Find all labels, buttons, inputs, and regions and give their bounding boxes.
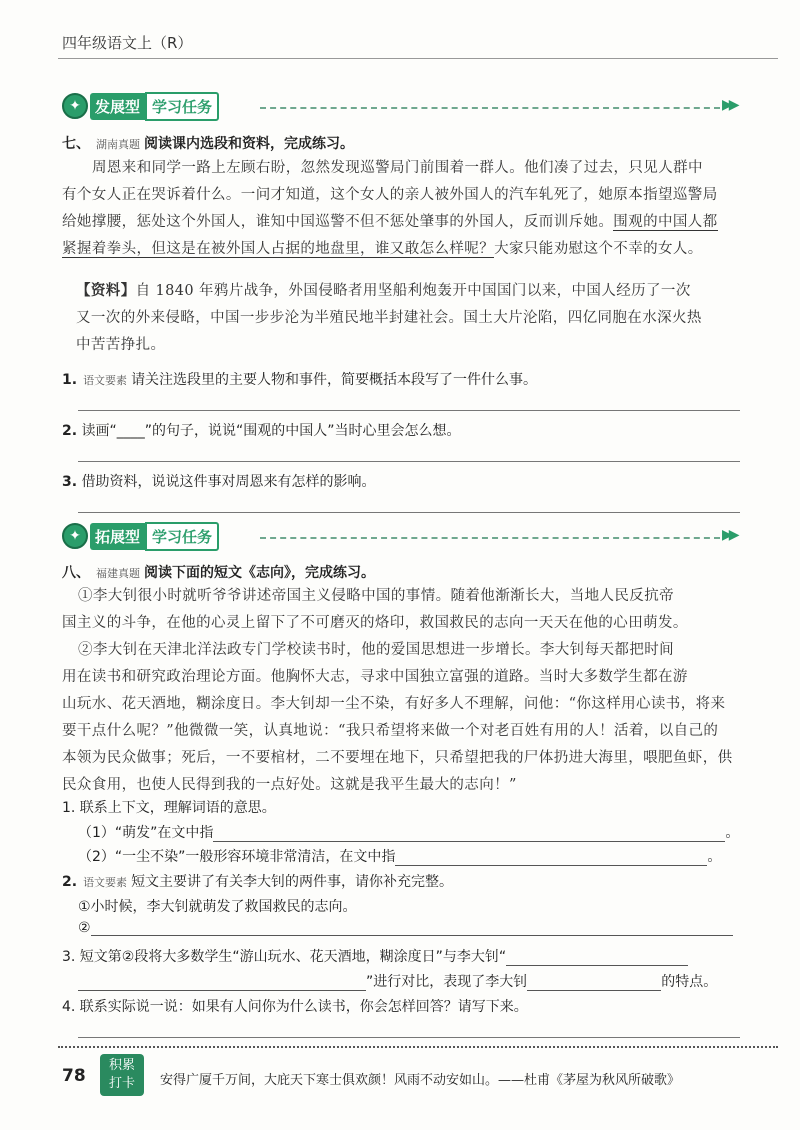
header-divider — [58, 58, 778, 59]
answer-line[interactable] — [78, 1037, 740, 1038]
question-7-heading — [62, 133, 354, 153]
fill-blank[interactable] — [213, 827, 725, 842]
passage-line: 周恩来和同学一路上左顾右盼，忽然发现巡警局门前围着一群人。他们凑了过去，只见人群中 — [92, 160, 703, 176]
question-8-3-cont: ”进行对比，表现了李大钊 的特点。 — [78, 971, 717, 991]
question-8-2-a: ①小时候，李大钊就萌发了救国救民的志向。 — [78, 899, 357, 915]
question-7-3: 3. 借助资料，说说这件事对周恩来有怎样的影响。 — [62, 474, 376, 490]
question-8-2-b: ② — [78, 920, 733, 936]
fill-blank[interactable] — [395, 851, 707, 866]
passage-line: 紧握着拳头，但这是在被外国人占据的地盘里，谁又敢怎么样呢？大家只能劝慰这个不幸的女人。 — [62, 241, 703, 257]
fill-blank[interactable] — [506, 951, 688, 966]
passage-zhou-enlai — [62, 155, 752, 263]
question-8-3: 3. 短文第②段将大多数学生“游山玩水、花天酒地，糊涂度日”与李大钊“ — [62, 946, 688, 966]
question-instruction: 阅读下面的短文《志向》，完成练习。 — [144, 565, 375, 581]
passage-line: ①李大钊很小时就听爷爷讲述帝国主义侵略中国的事情。随着他渐渐长大，当地人民反抗帝 — [78, 588, 674, 604]
passage-line: 用在读书和研究政治理论方面。他胸怀大志，寻求中国独立富强的道路。当时大多数学生都在游 — [62, 669, 688, 685]
accumulate-stamp: 积累 打卡 — [100, 1054, 144, 1096]
double-arrow-icon: ▶▶ — [722, 97, 736, 113]
lightbulb-icon: ✦ — [62, 93, 88, 119]
footer-divider — [58, 1046, 778, 1048]
passage-line: 国主义的斗争，在他的心灵上留下了不可磨灭的烙印，救国救民的志向一天天在他的心田萌发。 — [62, 615, 688, 631]
lightbulb-icon: ✦ — [62, 523, 88, 549]
answer-line[interactable] — [78, 410, 740, 411]
material-line: 自 1840 年鸦片战争，外国侵略者用坚船利炮轰开中国国门以来，中国人经历了一次 — [135, 283, 691, 299]
section-badge-development — [62, 93, 219, 119]
underlined-sentence: 围观的中国人都 — [613, 214, 718, 230]
question-number: 八、 — [62, 565, 90, 581]
question-7-1: 1. 语文要素 请关注选段里的主要人物和事件，简要概括本段写了一件什么事。 — [62, 372, 538, 388]
material-label: 【资料】 — [76, 282, 136, 299]
question-8-1: 1. 联系上下文，理解词语的意思。 — [62, 800, 276, 816]
section-badge-extension — [62, 523, 219, 549]
question-8-2: 2. 语文要素 短文主要讲了有关李大钊的两件事，请你补充完整。 — [62, 874, 454, 890]
passage-line: 本领为民众做事；死后，一不要棺材，二不要埋在地下，只希望把我的尸体扔进大海里，喂肥鱼虾，供 — [62, 750, 733, 766]
question-instruction: 阅读课内选段和资料，完成练习。 — [144, 136, 354, 152]
footer-quote: 安得广厦千万间，大庇天下寒士俱欢颜！风雨不动安如山。——杜甫《茅屋为秋风所破歌》 — [160, 1073, 681, 1088]
passage-line: 给她撑腰，惩处这个外国人，谁知中国巡警不但不惩处肇事的外国人，反而训斥她。围观的中国人都 — [62, 214, 718, 230]
passage-line: 要干点什么呢？”他微微一笑，认真地说：“我只希望将来做一个对老百姓有用的人！活着，以自己的 — [62, 723, 719, 739]
passage-line: ②李大钊在天津北洋法政专门学校读书时，他的爱国思想进一步增长。李大钊每天都把时间 — [78, 642, 674, 658]
fill-blank[interactable] — [78, 976, 366, 991]
section-divider — [260, 537, 720, 539]
source-tag: 湖南真题 — [96, 138, 140, 151]
passage-line: 有个女人正在哭诉着什么。一问才知道，这个女人的亲人被外国人的汽车轧死了，她原本指望巡警局 — [62, 187, 718, 203]
underlined-sentence: 紧握着拳头，但这是在被外国人占据的地盘里，谁又敢怎么样呢？ — [62, 241, 495, 257]
badge-task-label: 学习任务 — [145, 522, 219, 551]
answer-line[interactable] — [78, 461, 740, 462]
question-8-1-a: （1）“萌发”在文中指 。 — [78, 825, 740, 841]
badge-type-label: 发展型 — [90, 93, 145, 120]
fill-blank[interactable] — [527, 976, 661, 991]
source-tag: 福建真题 — [96, 567, 140, 580]
question-number: 七、 — [62, 136, 90, 152]
double-arrow-icon: ▶▶ — [722, 527, 736, 543]
question-8-1-b: （2）“一尘不染”一般形容环境非常清洁，在文中指 。 — [78, 849, 722, 865]
material-block — [62, 277, 752, 359]
passage-zhixiang — [62, 583, 752, 799]
section-divider — [260, 107, 720, 109]
question-8-4: 4. 联系实际说一说：如果有人问你为什么读书，你会怎样回答？请写下来。 — [62, 999, 528, 1015]
question-8-heading — [62, 562, 375, 582]
question-7-2: 2. 读画“____”的句子，说说“围观的中国人”当时心里会怎么想。 — [62, 423, 461, 439]
answer-line[interactable] — [78, 512, 740, 513]
passage-line: 民众食用，也使人民得到我的一点好处。这就是我平生最大的志向！” — [62, 777, 517, 793]
badge-task-label: 学习任务 — [145, 92, 219, 121]
material-line: 又一次的外来侵略，中国一步步沦为半殖民地半封建社会。国土大片沦陷，四亿同胞在水深火热 — [76, 310, 702, 326]
passage-line: 山玩水、花天酒地，糊涂度日。李大钊却一尘不染，有好多人不理解，问他：“你这样用心读书，将来 — [62, 696, 726, 712]
page-header-title: 四年级语文上（R） — [62, 34, 193, 52]
page-number: 78 — [62, 1066, 86, 1086]
badge-type-label: 拓展型 — [90, 523, 145, 550]
material-line: 中苦苦挣扎。 — [76, 337, 166, 353]
fill-blank[interactable] — [91, 921, 733, 936]
